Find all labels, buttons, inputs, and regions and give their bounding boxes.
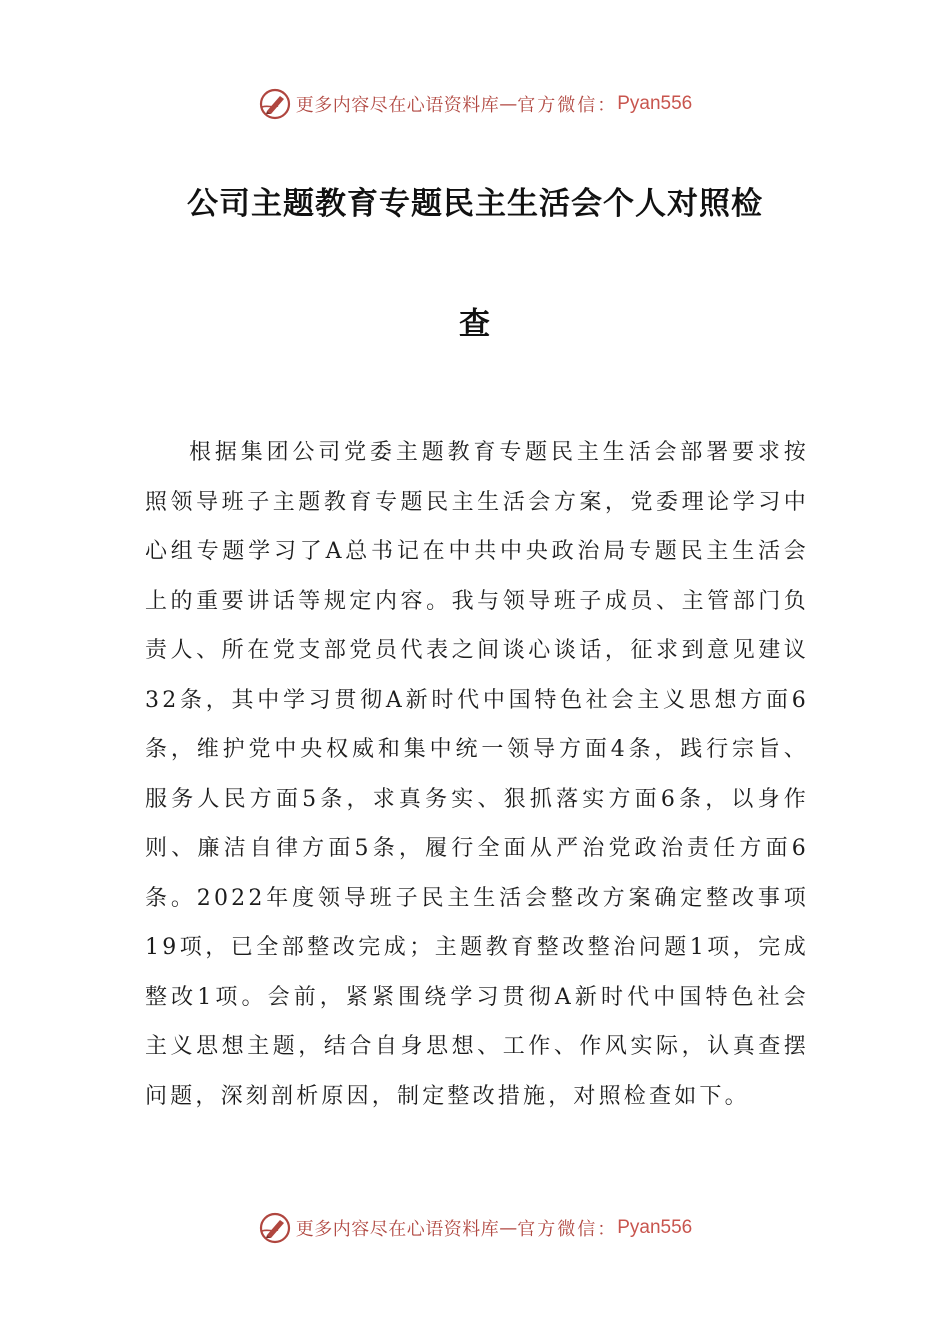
- body-paragraph: 根据集团公司党委主题教育专题民主生活会部署要求按照领导班子主题教育专题民主生活会方案，党委理论学习中心组专题学习了A总书记在中共中央政治局专题民主生活会上的重要讲话等规定内容。我与领导班子成员、主管部门负责人、所在党支部党员代表之间谈心谈话，征求到意见建议32条，其中学习贯彻A新时代中国特色社会主义思想方面6条，维护党中央权威和集中统一领导方面4条，践行宗旨、服务人民方面5条，求真务实、狠抓落实方面6条，以身作则、廉洁自律方面5条，履行全面从严治党政治责任方面6条。2022年度领导班子民主生活会整改方案确定整改事项19项，已全部整改完成；主题教育整改整治问题1项，完成整改1项。会前，紧紧围绕学习贯彻A新时代中国特色社会主义思想主题，结合自身思想、工作、作风实际，认真查摆问题，深刻剖析原因，制定整改措施，对照检查如下。: [145, 440, 809, 1109]
- watermark-dash: —: [499, 1217, 518, 1239]
- watermark-wechat-label: 官方微信：: [517, 1219, 618, 1240]
- footer-watermark: [0, 1206, 950, 1250]
- watermark-wechat-id: Pyan556: [617, 1217, 693, 1238]
- header-watermark: [0, 82, 950, 126]
- document-title-line-1: 公司主题教育专题民主生活会个人对照检: [187, 186, 763, 222]
- watermark-brand-text: 更多内容尽在心语资料库: [295, 1219, 500, 1240]
- watermark-brand-text: 更多内容尽在心语资料库: [295, 95, 500, 116]
- watermark-wechat-label: 官方微信：: [517, 95, 618, 116]
- document-title-line-2: 查: [459, 306, 491, 342]
- pen-circle-icon: [258, 87, 292, 121]
- watermark-dash: —: [499, 93, 518, 115]
- watermark-wechat-id: Pyan556: [617, 93, 693, 114]
- pen-circle-icon: [258, 1211, 292, 1245]
